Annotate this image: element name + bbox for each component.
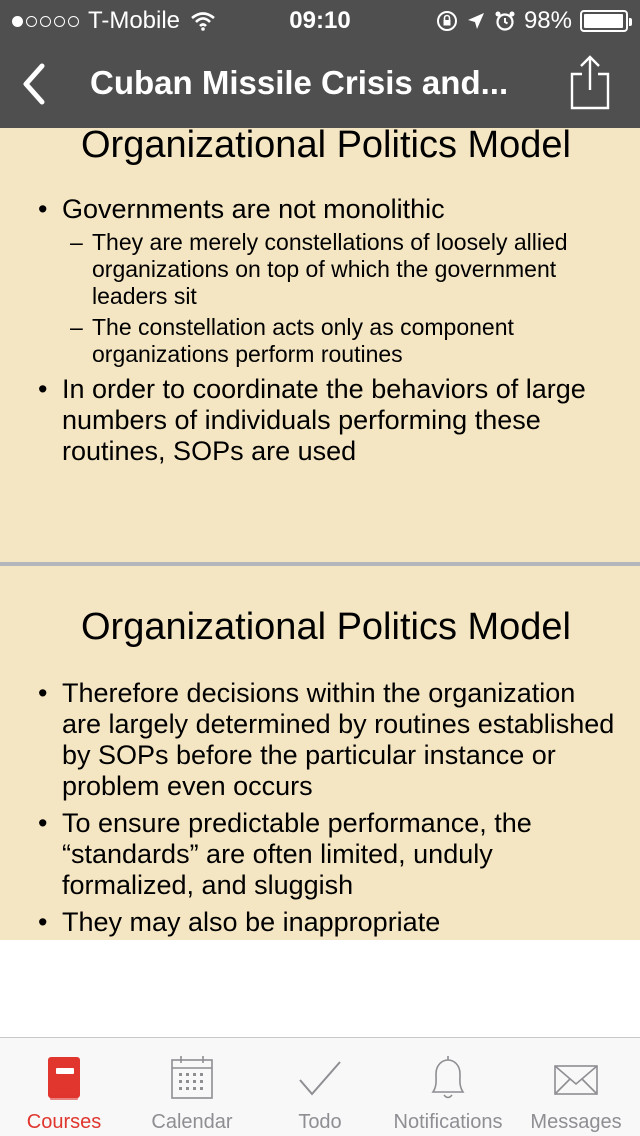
bullet-item bbox=[38, 194, 618, 368]
alarm-icon bbox=[494, 10, 516, 32]
checkmark-icon bbox=[295, 1054, 345, 1104]
bullet-item: • Therefore decisions within the organization are largely determined by routines established by SOPs before the particular instance or problem even occurs bbox=[38, 678, 618, 802]
status-time: 09:10 bbox=[289, 7, 351, 34]
share-icon[interactable] bbox=[568, 54, 612, 110]
tab-label: Courses bbox=[26, 1111, 102, 1133]
book-icon bbox=[39, 1054, 89, 1104]
slide bbox=[0, 566, 640, 940]
tab-label: Calendar bbox=[151, 1111, 233, 1133]
tab-label: Messages bbox=[530, 1111, 622, 1133]
slide bbox=[0, 128, 640, 562]
tab-bar bbox=[0, 1037, 640, 1136]
slides-viewer[interactable] bbox=[0, 128, 640, 940]
slide-title: Organizational Politics Model bbox=[80, 128, 571, 166]
status-right bbox=[428, 7, 628, 35]
bell-icon bbox=[423, 1054, 473, 1104]
location-arrow-icon bbox=[466, 11, 486, 31]
sub-bullet-item bbox=[70, 314, 618, 368]
top-bar bbox=[0, 0, 640, 128]
status-bar bbox=[0, 0, 640, 40]
bullet-list bbox=[38, 194, 618, 467]
bullet-item: • They may also be inappropriate bbox=[38, 907, 618, 938]
bullet-text: Governments are not monolithic bbox=[62, 194, 445, 224]
bullet-text: In order to coordinate the behaviors of large numbers of individuals performing these routines, SOPs are used bbox=[62, 374, 586, 466]
bullet-item: • To ensure predictable performance, the “standards” are often limited, unduly formalized, and sluggish bbox=[38, 808, 618, 901]
bullet-list bbox=[38, 678, 618, 940]
tab-label: Todo bbox=[298, 1111, 342, 1133]
rotation-lock-icon bbox=[436, 10, 458, 32]
bullet-item bbox=[38, 374, 618, 467]
sub-bullet-item bbox=[70, 229, 618, 310]
tab-notifications[interactable] bbox=[384, 1038, 512, 1136]
sub-bullet-text: They are merely constellations of loosely allied organizations on top of which the government leaders sit bbox=[92, 229, 568, 309]
tab-calendar[interactable] bbox=[128, 1038, 256, 1136]
sub-bullet-list bbox=[70, 229, 618, 368]
slide-title: Organizational Politics Model bbox=[80, 606, 571, 648]
battery-percent: 98% bbox=[523, 7, 572, 34]
nav-title: Cuban Missile Crisis and... bbox=[90, 64, 509, 101]
tab-courses[interactable] bbox=[0, 1038, 128, 1136]
battery-fill bbox=[584, 14, 623, 28]
tab-messages[interactable] bbox=[512, 1038, 640, 1136]
envelope-icon bbox=[551, 1054, 601, 1104]
tab-todo[interactable] bbox=[256, 1038, 384, 1136]
chevron-left-icon[interactable] bbox=[14, 60, 54, 108]
carrier-name: T-Mobile bbox=[88, 7, 181, 34]
tab-label: Notifications bbox=[393, 1111, 503, 1133]
navigation-bar bbox=[0, 40, 640, 128]
sub-bullet-text: The constellation acts only as component organizations perform routines bbox=[92, 314, 514, 367]
calendar-icon bbox=[167, 1054, 217, 1104]
battery-icon bbox=[580, 10, 628, 32]
